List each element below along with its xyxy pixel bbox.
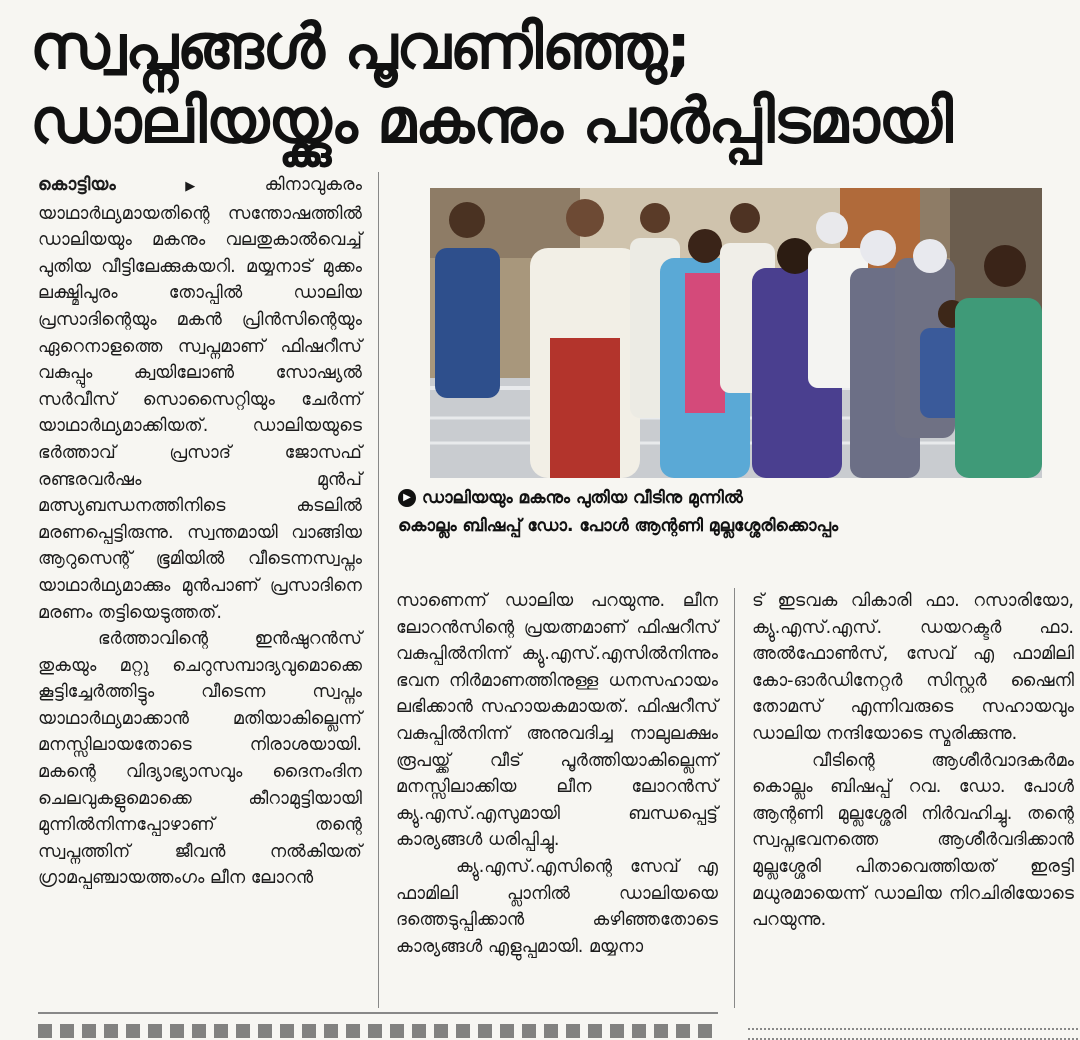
dateline: കൊട്ടിയം <box>38 175 116 195</box>
article-paragraph: സാണെന്ന് ഡാലിയ പറയുന്നു. ലീന ലോറൻസിന്റെ പ്രയത്നമാണ് ഫിഷറീസ് വകുപ്പിൽനിന്ന് ക്യു.എസ്.എസിൽനിന്നും ഭവന നിർമാണത്തിനുള്ള ധനസഹായം ലഭിക്കാൻ സഹായകമായത്. ഫിഷറീസ് വകുപ്പിൽനിന്ന് അനുവദിച്ച നാലുലക്ഷം രൂപയ്ക്ക് വീട് പൂർത്തിയാകില്ലെന്ന് മനസ്സിലാക്കിയ ലീന ലോറൻസ് ക്യു.എസ്.എസുമായി ബന്ധപ്പെട്ട് കാര്യങ്ങൾ ധരിപ്പിച്ചു. <box>396 591 718 851</box>
next-headline-fragment <box>38 1024 718 1038</box>
photo-caption <box>398 484 1058 540</box>
caption-text-2: കൊല്ലം ബിഷപ്പ് ഡോ. പോൾ ആന്റണി മുല്ലശ്ശേരിക്കൊപ്പം <box>398 516 839 536</box>
headline-line-2: ഡാലിയയ്ക്കും മകനും പാർപ്പിടമായി <box>30 84 952 157</box>
article-paragraph: ക്യു.എസ്.എസിന്റെ സേവ് എ ഫാമിലി പ്ലാനിൽ ഡാലിയയെ ദത്തെടുപ്പിക്കാൻ കഴിഞ്ഞതോടെ കാര്യങ്ങൾ എളുപ്പമായി. മയ്യനാ <box>396 856 718 957</box>
dotted-separator <box>748 1028 1078 1040</box>
column-divider <box>378 172 379 1008</box>
column-divider <box>734 588 735 1008</box>
article-paragraph: ട് ഇടവക വികാരി ഫാ. റസാരിയോ, ക്യു.എസ്.എസ്. ഡയറക്ടർ ഫാ. അൽഫോൺസ്, സേവ് എ ഫാമിലി കോ-ഓർഡിനേറ്റർ സിസ്റ്റർ ഷൈനി തോമസ് എന്നിവരുടെ സഹായവും ഡാലിയ നന്ദിയോടെ സ്മരിക്കുന്നു. <box>752 591 1074 744</box>
play-circle-icon: ▶ <box>398 489 416 507</box>
article-column-1 <box>38 172 362 889</box>
article-column-2 <box>396 588 718 1008</box>
article-paragraph <box>38 172 362 626</box>
news-photo <box>430 188 1042 478</box>
caption-text-1: ഡാലിയയും മകനും പുതിയ വീടിനു മുന്നിൽ <box>422 488 743 508</box>
article-paragraph: ഭർത്താവിന്റെ ഇൻഷുറൻസ് തുകയും മറ്റു ചെറുസമ്പാദ്യവുമൊക്കെ കൂട്ടിച്ചേർത്തിട്ടും വീടെന്ന സ്വപ്നം യാഥാർഥ്യമാക്കാൻ മതിയാകില്ലെന്ന് മനസ്സിലായതോടെ നിരാശയായി. മകന്റെ വിദ്യാഭ്യാസവും ദൈനംദിന ചെലവുകളുമൊക്കെ കീറാമുട്ടിയായി മുന്നിൽനിന്നപ്പോഴാണ് തന്റെ സ്വപ്നത്തിന് ജീവൻ നൽകിയത് ഗ്രാമപ്പഞ്ചായത്തംഗം ലീന ലോറൻ <box>38 629 362 889</box>
article-paragraph: വീടിന്റെ ആശീർവാദകർമം കൊല്ലം ബിഷപ്പ് റവ. ഡോ. പോൾ ആന്റണി മുല്ലശ്ശേരി നിർവഹിച്ചു. തന്റെ സ്വപ്നഭവനത്തെ ആശീർവദിക്കാൻ മുല്ലശ്ശേരി പിതാവെത്തിയത് ഇരട്ടി മധുരമായെന്ന് ഡാലിയ നിറചിരിയോടെ പറയുന്നു. <box>752 750 1074 931</box>
headline-line-1: സ്വപ്നങ്ങൾ പൂവണിഞ്ഞു; <box>30 10 691 83</box>
paragraph-text: കിനാവുകരം യാഥാർഥ്യമായതിന്റെ സന്തോഷത്തിൽ ഡാലിയയും മകനും വലതുകാൽവെച്ച് പുതിയ വീട്ടിലേക്കുകയറി. മയ്യനാട് മുക്കം ലക്ഷ്മിപുരം തോപ്പിൽ ഡാലിയ പ്രസാദിന്റെയും മകൻ പ്രിൻസിന്റെയും ഏറെനാളത്തെ സ്വപ്നമാണ് ഫിഷറീസ് വകുപ്പും ക്വയിലോൺ സോഷ്യൽ സർവീസ് സൊസൈറ്റിയും ചേർന്ന് യാഥാർഥ്യമാക്കിയത്. ഡാലിയയുടെ ഭർത്താവ് പ്രസാദ് ജോസഫ് രണ്ടരവർഷം മുൻപ് മത്സ്യബന്ധനത്തിനിടെ കടലിൽ മരണപ്പെട്ടിരുന്നു. സ്വന്തമായി വാങ്ങിയ ആറുസെന്റ് ഭൂമിയിൽ വീടെന്നസ്വപ്നം യാഥാർഥ്യമാക്കും മുൻപാണ് പ്രസാദിനെ മരണം തട്ടിയെടുത്തത്. <box>38 175 362 623</box>
dateline-arrow-icon: ▶ <box>123 179 257 194</box>
bottom-rule <box>38 1012 718 1014</box>
article-column-3 <box>752 588 1074 1008</box>
caption-line-1 <box>398 484 1058 512</box>
